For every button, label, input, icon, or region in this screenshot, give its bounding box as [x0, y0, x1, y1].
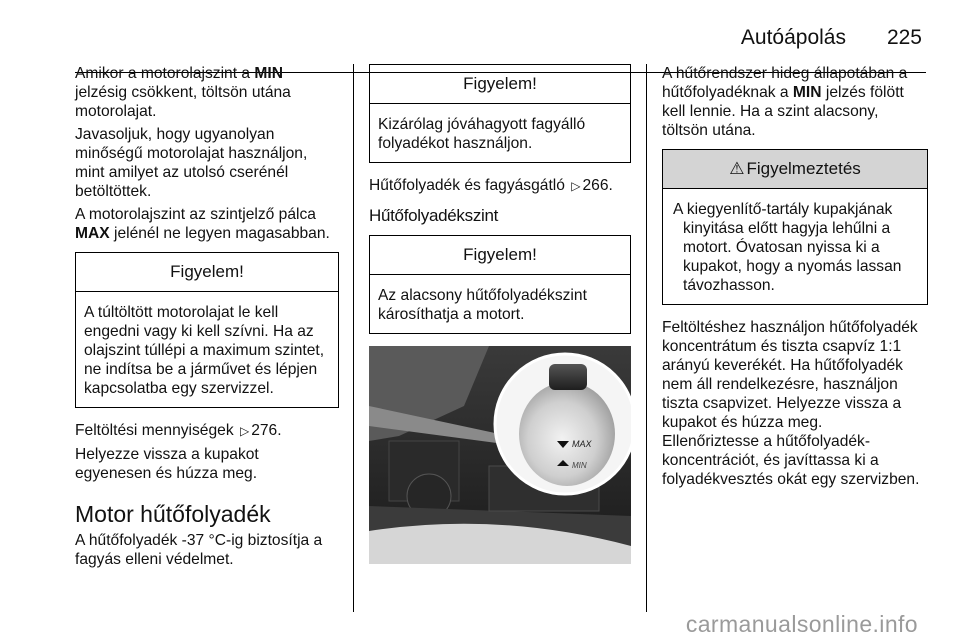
reference-triangle-icon: ▷ — [239, 424, 250, 438]
caution-title: Figyelem! — [76, 253, 338, 292]
warning-box — [662, 149, 928, 305]
paragraph-check-concentration: Ellenőriztesse a hűtőfolyadék-koncentrációt, és javíttassa ki a folyadékvesztés okát egy szervizben. — [662, 433, 920, 488]
reference-triangle-icon: ▷ — [571, 179, 581, 193]
subheading-coolant-level: Hűtőfolyadékszint — [369, 206, 499, 225]
header-title: Autóápolás — [740, 26, 846, 49]
warning-header — [663, 150, 927, 189]
paragraph-frost-protection: A hűtőfolyadék -37 °C-ig biztosítja a fagyás elleni védelmet. — [75, 532, 323, 568]
page-header — [75, 26, 926, 50]
min-label: MIN — [254, 65, 283, 82]
min-mark: MIN — [572, 461, 587, 470]
caution-box-overfill — [75, 252, 339, 408]
column-divider-1 — [353, 64, 354, 612]
caution-box-low-level — [369, 235, 631, 334]
caution-title: Figyelem! — [370, 65, 630, 104]
reservoir-cap — [549, 364, 587, 390]
caution-title: Figyelem! — [370, 236, 630, 275]
paragraph-oil-max: A motorolajszint az szintjelző pálca MAX jelénél ne legyen magasabban. — [75, 206, 330, 242]
warning-title: Figyelmeztetés — [746, 159, 861, 178]
coolant-reservoir — [519, 382, 615, 486]
column-1 — [75, 64, 339, 573]
caution-text: A túltöltött motorolajat le kell engedni vagy ki kell szívni. Ha az olajszint túllépi a maximum szintet, ne indítsa be a járművet és lépjen kapcsolatba egy szervizzel. — [84, 304, 325, 397]
section-heading-coolant: Motor hűtőfolyadék — [75, 501, 271, 527]
caution-box-antifreeze — [369, 64, 631, 163]
max-mark: MAX — [572, 439, 592, 449]
paragraph-oil-quality: Javasoljuk, hogy ugyanolyan minőségű motorolajat használjon, mint amilyet az utolsó cserénél betöltöttek. — [75, 126, 308, 200]
paragraph-coolant-ref: Hűtőfolyadék és fagyásgátló ▷ 266. — [369, 177, 613, 194]
warning-triangle-icon: ⚠ — [729, 159, 745, 178]
paragraph-fill-capacities: Feltöltési mennyiségek ▷ 276. — [75, 422, 282, 439]
column-divider-2 — [646, 64, 647, 612]
caution-text: Az alacsony hűtőfolyadékszint károsíthatja a motort. — [378, 287, 587, 323]
engine-bay-photo — [369, 346, 631, 564]
paragraph-refill-mixture: Feltöltéshez használjon hűtőfolyadék koncentrátum és tiszta csapvíz 1:1 arányú keverékét. Ha hűtőfolyadék nem áll rendelkezésre, használjon tiszta csapvizet. Helyezze vissza a kupakot és húzza meg. — [662, 319, 918, 431]
warning-text: A kiegyenlítő-tartály kupakjának kinyitása előtt hagyja lehűlni a motort. Óvatosan nyissa ki a kupakot, hogy a nyomás lassan távozhasson. — [673, 201, 902, 294]
paragraph-coolant-cold: A hűtőrendszer hideg állapotában a hűtőfolyadéknak a MIN jelzés fölött kell lennie. Ha a szint alacsony, töltsön utána. — [662, 65, 908, 139]
min-label: MIN — [792, 84, 822, 101]
paragraph-oil-min: Amikor a motorolajszint a MIN jelzésig csökkent, töltsön utána motorolajat. — [75, 65, 291, 120]
column-3 — [662, 64, 928, 493]
max-label: MAX — [75, 225, 110, 242]
watermark: carmanualsonline.info — [685, 611, 918, 637]
column-2 — [369, 64, 631, 564]
page-reference[interactable]: 266. — [582, 177, 613, 194]
paragraph-replace-cap: Helyezze vissza a kupakot egyenesen és húzza meg. — [75, 446, 259, 482]
page-number: 225 — [886, 26, 922, 49]
caution-text: Kizárólag jóváhagyott fagyálló folyadékot használjon. — [378, 116, 586, 152]
page-reference[interactable]: 276. — [251, 422, 282, 439]
